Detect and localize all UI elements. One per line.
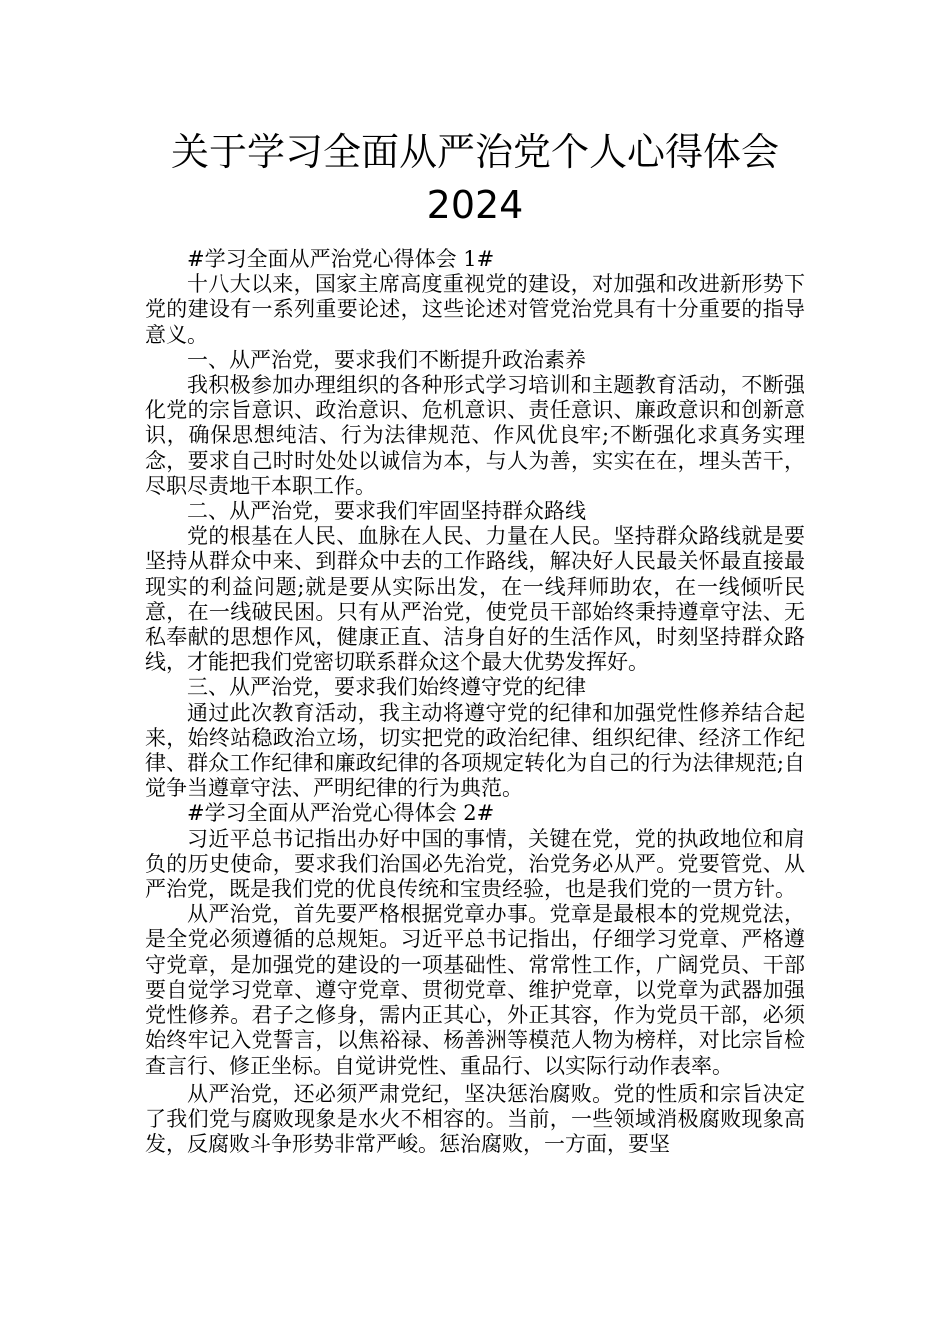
paragraph: 我积极参加办理组织的各种形式学习培训和主题教育活动，不断强化党的宗旨意识、政治意识、危机意识、责任意识、廉政意识和创新意识，确保思想纯洁、行为法律规范、作风优良牢;不断强化求真务实理念，要求自己时时处处以诚信为本，与人为善，实实在在，埋头苦干，尽职尽责地干本职工作。 — [145, 373, 805, 498]
paragraph: 党的根基在人民、血脉在人民、力量在人民。坚持群众路线就是要坚持从群众中来、到群众中去的工作路线，解决好人民最关怀最直接最现实的利益问题;就是要从实际出发，在一线拜师助农，在一线倾听民意，在一线破民困。只有从严治党，使党员干部始终秉持遵章守法、无私奉献的思想作风，健康正直、洁身自好的生活作风，时刻坚持群众路线，才能把我们党密切联系群众这个最大优势发挥好。 — [145, 524, 805, 675]
title-line-1: 关于学习全面从严治党个人心得体会 — [170, 130, 779, 174]
subheading: 一、从严治党，要求我们不断提升政治素养 — [187, 347, 586, 372]
section-heading: #学习全面从严治党心得体会 1# — [187, 247, 495, 271]
paragraph: 从严治党，首先要严格根据党章办事。党章是最根本的党规党法，是全党必须遵循的总规矩。习近平总书记指出，仔细学习党章、严格遵守党章，是加强党的建设的一项基础性、常常性工作，广阔党员、干部要自觉学习党章、遵守党章、贯彻党章、维护党章，以党章为武器加强党性修养。君子之修身，需内正其心，外正其容，作为党员干部，必须始终牢记入党誓言，以焦裕禄、杨善洲等模范人物为榜样，对比宗旨检查言行、修正坐标。自觉讲党性、重品行、以实际行动作表率。 — [145, 902, 805, 1078]
subheading: 三、从严治党，要求我们始终遵守党的纪律 — [187, 675, 586, 700]
paragraph: 通过此次教育活动，我主动将遵守党的纪律和加强党性修养结合起来，始终站稳政治立场，切实把党的政治纪律、组织纪律、经济工作纪律、群众工作纪律和廉政纪律的各项规定转化为自己的行为法律规范;自觉争当遵章守法、严明纪律的行为典范。 — [145, 700, 805, 801]
paragraph: 十八大以来，国家主席高度重视党的建设，对加强和改进新形势下党的建设有一系列重要论述，这些论述对管党治党具有十分重要的指导意义。 — [145, 272, 805, 347]
title-line-2: 2024 — [426, 183, 524, 227]
document-body — [145, 247, 805, 1157]
document-title — [0, 126, 950, 232]
paragraph: 习近平总书记指出办好中国的事情，关键在党，党的执政地位和肩负的历史使命，要求我们治国必先治党，治党务必从严。党要管党、从严治党，既是我们党的优良传统和宝贵经验，也是我们党的一贯方针。 — [145, 826, 805, 902]
subheading: 二、从严治党，要求我们牢固坚持群众路线 — [187, 499, 586, 524]
paragraph: 从严治党，还必须严肃党纪，坚决惩治腐败。党的性质和宗旨决定了我们党与腐败现象是水火不相容的。当前，一些领域消极腐败现象高发，反腐败斗争形势非常严峻。惩治腐败，一方面，要坚 — [145, 1081, 805, 1157]
section-heading: #学习全面从严治党心得体会 2# — [187, 801, 495, 826]
